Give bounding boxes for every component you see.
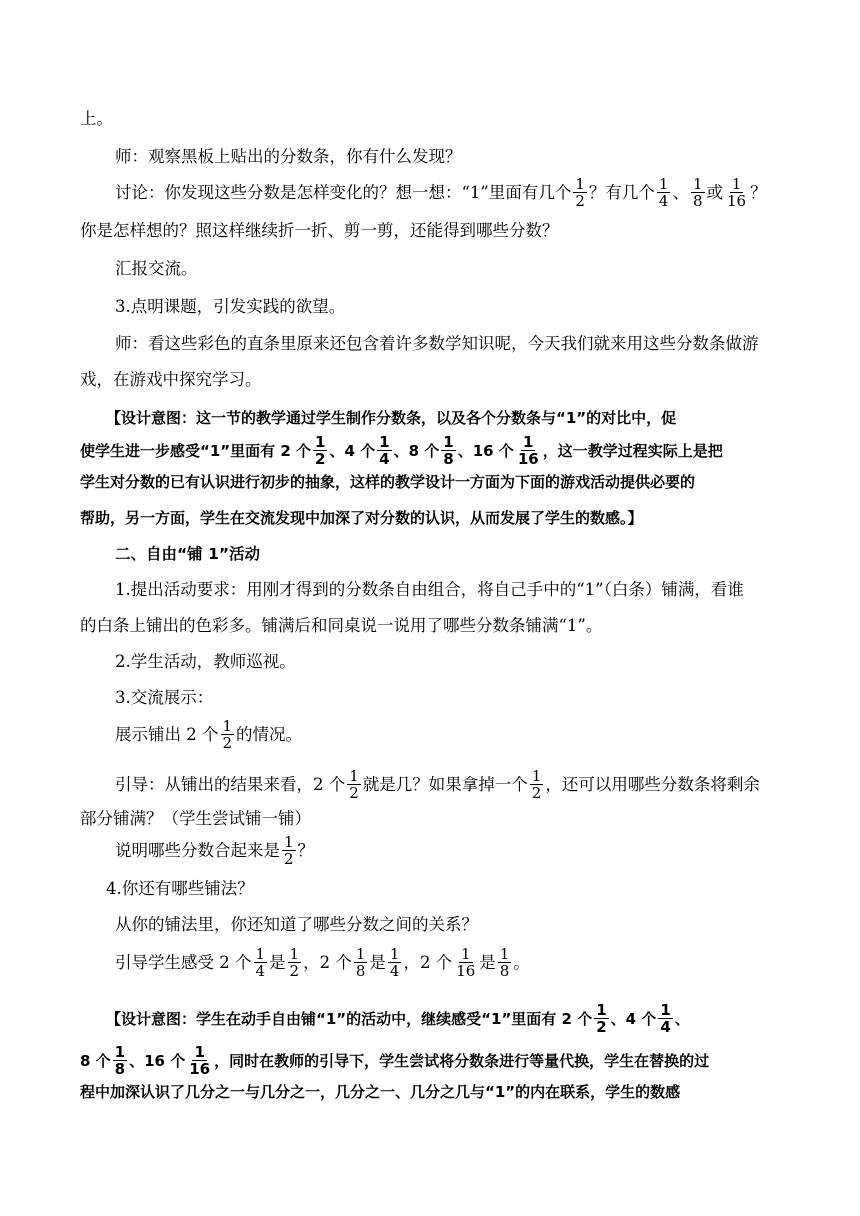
text-line <box>115 333 815 355</box>
text-line <box>106 878 806 900</box>
text-span: 是 <box>479 952 496 972</box>
fraction-1-2: $\frac{1}{2}$ <box>284 833 294 868</box>
text-span: 展示铺出 2 个 <box>115 724 219 744</box>
text-span: ？ <box>297 840 315 860</box>
text-span: ，这一教学过程实际上是把 <box>542 441 723 460</box>
text-line <box>80 808 780 830</box>
text-span: 、 <box>674 1009 690 1028</box>
fraction-1-8: $\frac{1}{8}$ <box>355 945 366 980</box>
fraction-1-4: $\frac{1}{4}$ <box>379 433 390 468</box>
text-span: 你是怎样想的？照这样继续折一折、剪一剪，还能得到哪些分数？ <box>80 221 559 240</box>
text-span: 2.学生活动，教师巡视。 <box>115 652 296 671</box>
fraction-1-2: $\frac{1}{2}$ <box>575 175 585 210</box>
text-span: 是 <box>269 952 286 972</box>
text-line <box>115 768 780 801</box>
text-line <box>115 651 815 673</box>
text-line <box>115 946 815 979</box>
text-span: ，2 个 <box>403 952 453 972</box>
text-span: 引导：从铺出的结果来看，2 个 <box>115 774 346 794</box>
section-heading: 4.你还有哪些铺法？ <box>106 879 254 898</box>
fraction-1-16: $\frac{1}{16}$ <box>189 1043 211 1078</box>
text-span: 从你的铺法里，你还知道了哪些分数之间的关系？ <box>115 915 478 934</box>
design-intent-line <box>106 407 806 429</box>
text-span: ，2 个 <box>303 952 352 972</box>
text-span: 的情况。 <box>236 724 303 744</box>
text-span: 戏，在游戏中探究学习。 <box>80 370 262 389</box>
text-span: 汇报交流。 <box>115 259 198 278</box>
text-span: 、 <box>672 182 689 202</box>
text-span: ？有几个 <box>588 182 655 202</box>
text-span: 引导学生感受 2 个 <box>115 952 252 972</box>
fraction-1-16: $\frac{1}{16}$ <box>456 945 476 980</box>
fraction-1-2: $\frac{1}{2}$ <box>222 717 233 752</box>
fraction-1-8: $\frac{1}{8}$ <box>443 433 454 468</box>
text-span: 、8 个 <box>393 441 440 460</box>
text-span: 【设计意图：学生在动手自由铺“1”的活动中，继续感受“1”里面有 2 个 <box>106 1009 593 1028</box>
text-span: 程中加深认识了几分之一与几分之一，几分之一、几分之几与“1”的内在联系，学生的数感 <box>80 1083 681 1101</box>
fraction-1-2: $\frac{1}{2}$ <box>315 433 326 468</box>
fraction-1-8: $\frac{1}{8}$ <box>499 945 510 980</box>
text-span: 部分铺满？（学生尝试铺一铺） <box>80 809 311 828</box>
text-span: ，同时在教师的引导下，学生尝试将分数条进行等量代换，学生在替换的过 <box>214 1051 710 1070</box>
text-span: 、4 个 <box>329 441 376 460</box>
text-line <box>115 146 815 168</box>
text-line <box>115 579 815 601</box>
text-line <box>115 834 815 867</box>
design-intent-line <box>80 1044 780 1077</box>
section-heading <box>115 543 815 565</box>
section-heading: 3.点明课题，引发实践的欲望。 <box>115 297 346 316</box>
text-span: 。 <box>513 952 530 972</box>
fraction-1-8: $\frac{1}{8}$ <box>692 175 703 210</box>
design-intent-line <box>106 1002 780 1035</box>
text-span: 、16 个 <box>457 441 514 460</box>
text-line <box>115 296 815 318</box>
text-span: 8 个 <box>80 1051 111 1070</box>
text-span: 使学生进一步感受“1”里面有 2 个 <box>80 441 312 460</box>
text-span: 就是几？如果拿掉一个 <box>362 774 528 794</box>
fraction-1-8: $\frac{1}{8}$ <box>114 1043 126 1078</box>
text-line <box>115 914 815 936</box>
text-span: 3.交流展示： <box>115 688 214 707</box>
text-line <box>80 108 780 130</box>
text-span: ？ <box>750 182 767 202</box>
text-span: 的白条上铺出的色彩多。铺满后和同桌说一说用了哪些分数条铺满“1”。 <box>80 616 603 635</box>
text-span: 、4 个 <box>610 1009 657 1028</box>
text-line <box>115 687 815 709</box>
design-intent-line <box>80 471 780 493</box>
text-line <box>115 258 815 280</box>
fraction-1-2: $\frac{1}{2}$ <box>596 1001 607 1036</box>
design-intent-line <box>80 434 780 467</box>
text-span: 1.提出活动要求：用刚才得到的分数条自由组合，将自己手中的“1”（白条）铺满，看谁 <box>115 580 744 599</box>
text-span: 是 <box>369 952 386 972</box>
design-intent-line <box>80 507 780 529</box>
fraction-1-2: $\frac{1}{2}$ <box>289 945 300 980</box>
design-intent-line <box>80 1081 780 1103</box>
text-span: 师：观察黑板上贴出的分数条，你有什么发现？ <box>115 147 462 166</box>
text-span: 二、自由“铺 1”活动 <box>115 545 261 563</box>
fraction-1-16: $\frac{1}{16}$ <box>517 433 539 468</box>
text-span: ，还可以用哪些分数条将剩余 <box>545 774 760 794</box>
text-span: 讨论：你发现这些分数是怎样变化的？想一想：“1”里面有几个 <box>115 182 572 202</box>
text-span: 说明哪些分数合起来是 <box>115 840 280 860</box>
text-span: 上。 <box>80 109 113 128</box>
text-span: 、16 个 <box>129 1051 186 1070</box>
fraction-1-2: $\frac{1}{2}$ <box>349 767 359 802</box>
text-line <box>115 718 815 751</box>
fraction-1-4: $\frac{1}{4}$ <box>660 1001 671 1036</box>
text-span: 【设计意图：这一节的教学通过学生制作分数条，以及各个分数条与“1”的对比中，促 <box>106 409 677 427</box>
text-span: 或 <box>706 182 724 202</box>
text-line <box>80 220 780 242</box>
text-line <box>80 615 780 637</box>
text-span: 师：看这些彩色的直条里原来还包含着许多数学知识呢，今天我们就来用这些分数条做游 <box>115 334 759 353</box>
fraction-1-4: $\frac{1}{4}$ <box>658 175 669 210</box>
text-line <box>115 176 780 209</box>
text-span: 帮助，另一方面，学生在交流发现中加深了对分数的认识，从而发展了学生的数感。】 <box>80 509 643 527</box>
fraction-1-2: $\frac{1}{2}$ <box>531 767 542 802</box>
fraction-1-4: $\frac{1}{4}$ <box>389 945 400 980</box>
text-span: 学生对分数的已有认识进行初步的抽象，这样的教学设计一方面为下面的游戏活动提供必要的 <box>80 473 696 491</box>
text-line <box>80 369 780 391</box>
fraction-1-4: $\frac{1}{4}$ <box>255 945 266 980</box>
fraction-1-16: $\frac{1}{16}$ <box>727 175 747 210</box>
